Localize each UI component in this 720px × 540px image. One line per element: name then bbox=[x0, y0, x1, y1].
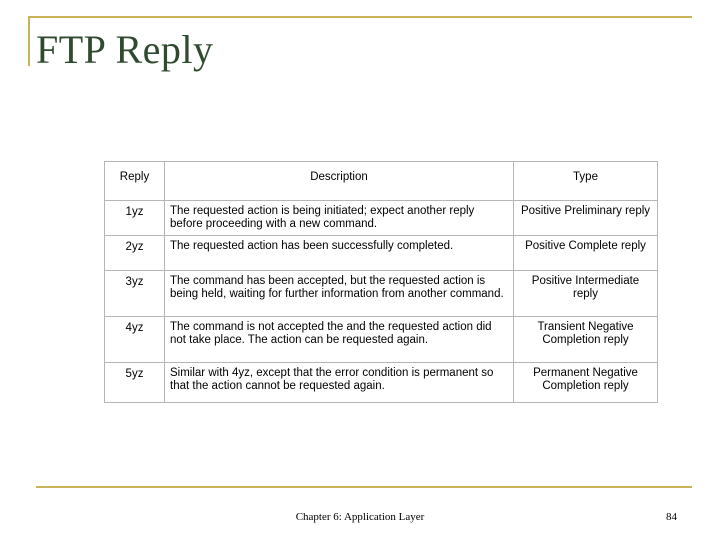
table-row bbox=[105, 236, 658, 271]
table-row bbox=[105, 317, 658, 363]
reply-code-cell: 2yz bbox=[105, 236, 165, 271]
reply-type-cell: Positive Intermediate reply bbox=[514, 271, 658, 317]
slide-title: FTP Reply bbox=[36, 27, 214, 72]
table-row bbox=[105, 363, 658, 403]
reply-description-cell: The requested action has been successfully completed. bbox=[165, 236, 514, 271]
reply-description-cell: The command is not accepted the and the requested action did not take place. The action can be requested again. bbox=[165, 317, 514, 363]
reply-table-container bbox=[104, 161, 657, 403]
reply-description-cell: The command has been accepted, but the requested action is being held, waiting for further information from another command. bbox=[165, 271, 514, 317]
header-description: Description bbox=[165, 162, 514, 201]
reply-description-cell: The requested action is being initiated; expect another reply before proceeding with a new command. bbox=[165, 201, 514, 236]
table-header-row bbox=[105, 162, 658, 201]
reply-code-cell: 4yz bbox=[105, 317, 165, 363]
reply-type-cell: Permanent Negative Completion reply bbox=[514, 363, 658, 403]
table-row bbox=[105, 271, 658, 317]
reply-table bbox=[104, 161, 658, 403]
table-row bbox=[105, 201, 658, 236]
reply-type-cell: Positive Complete reply bbox=[514, 236, 658, 271]
reply-code-cell: 5yz bbox=[105, 363, 165, 403]
reply-code-cell: 3yz bbox=[105, 271, 165, 317]
top-decorative-rule bbox=[28, 16, 692, 18]
reply-type-cell: Transient Negative Completion reply bbox=[514, 317, 658, 363]
slide-footer: Chapter 6: Application Layer bbox=[295, 511, 425, 523]
header-type: Type bbox=[514, 162, 658, 201]
page-number: 84 bbox=[666, 511, 677, 523]
bottom-decorative-rule bbox=[36, 486, 692, 488]
header-reply: Reply bbox=[105, 162, 165, 201]
reply-type-cell: Positive Preliminary reply bbox=[514, 201, 658, 236]
top-decorative-tick bbox=[28, 16, 30, 66]
reply-description-cell: Similar with 4yz, except that the error condition is permanent so that the action cannot be requested again. bbox=[165, 363, 514, 403]
reply-code-cell: 1yz bbox=[105, 201, 165, 236]
